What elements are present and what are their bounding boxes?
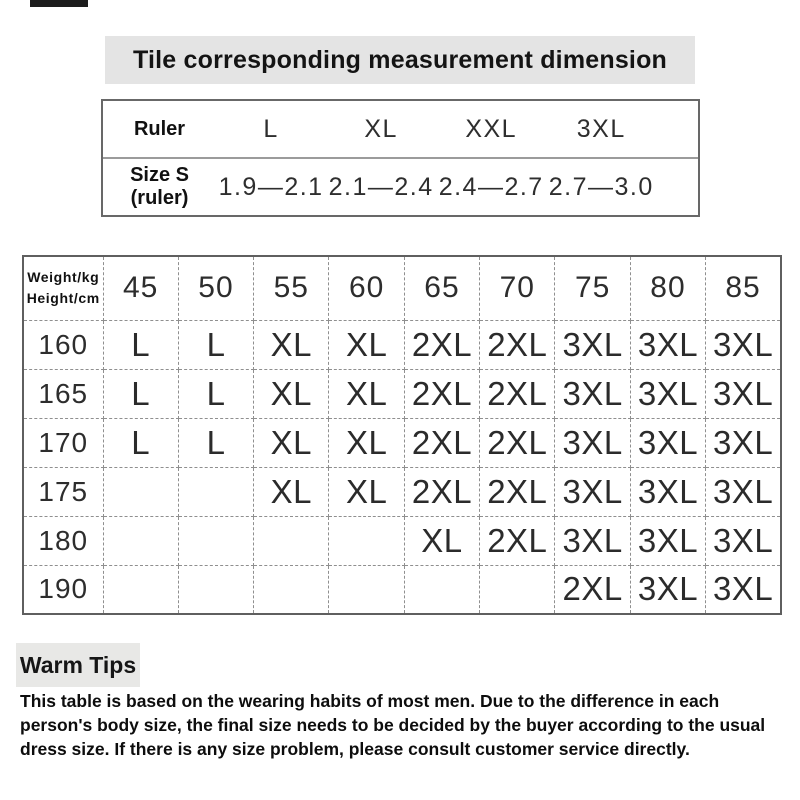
height-row-label: 165 [23,369,103,418]
size-cell [178,516,253,565]
grid-row-180 [23,516,781,565]
ruler-size-cell: L [263,114,279,143]
warm-tips-label: Warm Tips [19,651,137,678]
weight-col-header: 60 [329,256,404,320]
height-row-label: 175 [23,467,103,516]
size-cell: 3XL [706,467,781,516]
size-cell: L [178,320,253,369]
ruler-values-row [103,157,698,215]
ruler-range-cell: 2.4—2.7 [438,172,544,201]
warm-tips-body: This table is based on the wearing habits of most men. Due to the difference in each person's body size, the final size needs to be decided by the buyer according to the usual dress size. If there is any size problem, please consult customer service directly. [20,691,766,759]
size-cell: L [178,369,253,418]
weight-col-header: 85 [706,256,781,320]
size-cell: 3XL [630,467,705,516]
size-cell: 3XL [630,565,705,614]
size-cell: XL [404,516,479,565]
size-cell: 3XL [630,320,705,369]
size-cell [178,467,253,516]
height-row-label: 160 [23,320,103,369]
size-cell: 2XL [480,516,555,565]
ruler-row-label: Ruler [133,117,186,140]
size-cell: XL [254,418,329,467]
size-cell [178,565,253,614]
grid-header-row [23,256,781,320]
grid-row-165 [23,369,781,418]
ruler-range-cell: 1.9—2.1 [218,172,324,201]
size-cell [254,516,329,565]
size-cell [103,516,178,565]
size-cell: 3XL [706,320,781,369]
ruler-row-label: Size S (ruler) [130,164,189,209]
grid-row-160 [23,320,781,369]
height-row-label: 170 [23,418,103,467]
size-cell: XL [329,467,404,516]
ruler-size-cell: XXL [465,114,518,143]
size-cell: XL [329,369,404,418]
grid-row-170 [23,418,781,467]
size-cell: 3XL [555,516,630,565]
size-cell [103,467,178,516]
ruler-range-cell: 2.1—2.4 [328,172,434,201]
size-cell: XL [254,467,329,516]
size-cell: L [178,418,253,467]
size-cell: 3XL [630,369,705,418]
corner-weight-label: Weight/kg [27,269,100,286]
height-row-label: 190 [23,565,103,614]
size-cell: 3XL [706,516,781,565]
size-cell [254,565,329,614]
corner-height-label: Height/cm [26,290,100,307]
weight-col-header: 45 [103,256,178,320]
size-cell [404,565,479,614]
ruler-range-cell: 2.7—3.0 [548,172,654,201]
size-cell: 2XL [404,467,479,516]
size-cell: 3XL [555,320,630,369]
size-cell: XL [329,320,404,369]
size-grid-table [22,255,782,615]
weight-col-header: 70 [480,256,555,320]
size-cell: 3XL [706,369,781,418]
size-cell [329,565,404,614]
title-banner [105,36,695,84]
size-cell [480,565,555,614]
size-cell: 2XL [480,418,555,467]
size-cell: 3XL [555,369,630,418]
size-cell: 2XL [404,320,479,369]
grid-row-190 [23,565,781,614]
size-cell: L [103,369,178,418]
title-text: Tile corresponding measurement dimension [132,45,668,74]
ruler-size-cell: XL [364,114,398,143]
weight-col-header: 80 [630,256,705,320]
weight-col-header: 55 [254,256,329,320]
size-cell: 2XL [404,418,479,467]
size-cell: XL [329,418,404,467]
weight-col-header: 50 [178,256,253,320]
size-cell: XL [254,320,329,369]
warm-tips-badge [16,643,140,687]
size-cell: XL [254,369,329,418]
height-row-label: 180 [23,516,103,565]
ruler-size-cell: 3XL [576,114,626,143]
grid-row-175 [23,467,781,516]
size-cell: L [103,320,178,369]
weight-col-header: 75 [555,256,630,320]
size-cell: 3XL [706,418,781,467]
size-cell: 3XL [630,516,705,565]
grid-corner-cell [23,256,103,320]
ruler-table [101,99,700,217]
size-cell: 2XL [404,369,479,418]
size-cell: 3XL [555,418,630,467]
size-cell: L [103,418,178,467]
size-cell: 3XL [555,467,630,516]
size-cell: 2XL [480,369,555,418]
cropped-logo-artifact [30,0,88,7]
size-cell [103,565,178,614]
size-cell [329,516,404,565]
weight-col-header: 65 [404,256,479,320]
ruler-header-row [103,101,698,157]
size-cell: 3XL [630,418,705,467]
size-cell: 2XL [555,565,630,614]
size-cell: 2XL [480,467,555,516]
size-cell: 2XL [480,320,555,369]
size-cell: 3XL [706,565,781,614]
